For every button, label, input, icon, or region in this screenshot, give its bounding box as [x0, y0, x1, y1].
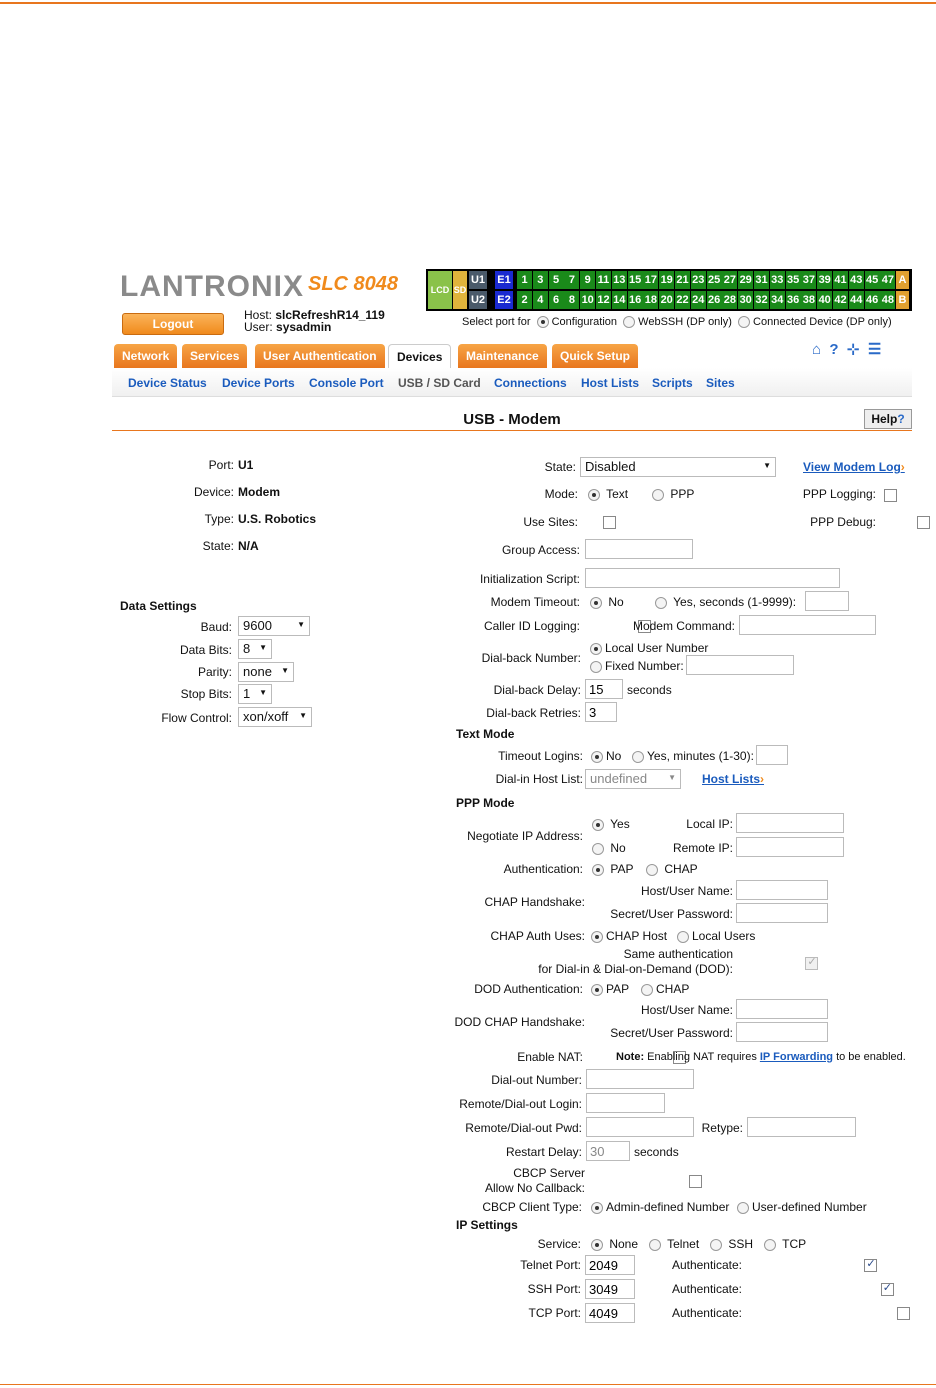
flow-control-select[interactable]: xon/xoff ▼ — [238, 707, 312, 727]
type-label: Type: — [204, 512, 234, 526]
auth-chap-radio[interactable] — [646, 864, 658, 876]
modem-timeout-label: Modem Timeout: — [490, 595, 580, 609]
port-7[interactable]: 7 — [564, 271, 579, 289]
baud-label: Baud: — [200, 620, 232, 634]
port-15[interactable]: 15 — [628, 271, 643, 289]
dod-authentication-label: DOD Authentication: — [474, 982, 583, 996]
tcp-port-input[interactable] — [585, 1303, 635, 1323]
port-11[interactable]: 11 — [596, 271, 611, 289]
port-38[interactable]: 38 — [801, 291, 816, 309]
nat-note: Note: Enabling NAT requires IP Forwarding to be enabled. — [616, 1051, 906, 1063]
port-29[interactable]: 29 — [738, 271, 753, 289]
chap-host-user-input[interactable] — [736, 880, 828, 900]
port-39[interactable]: 39 — [817, 271, 832, 289]
subnav-device-ports[interactable]: Device Ports — [222, 376, 295, 390]
port-grid — [426, 269, 912, 311]
retype-label: Retype: — [701, 1121, 743, 1135]
service-ssh-radio[interactable] — [710, 1239, 722, 1251]
service-none-radio[interactable] — [591, 1239, 603, 1251]
connected-device-radio[interactable] — [738, 316, 750, 328]
tcp-authenticate-label: Authenticate: — [671, 1306, 742, 1320]
bottom-rule — [0, 1384, 936, 1385]
host-info: Host: slcRefreshR14_119 User: sysadmin — [244, 308, 385, 334]
port-23[interactable]: 23 — [691, 271, 706, 289]
same-auth-label-1: Same authentication — [623, 947, 733, 961]
parity-label: Parity: — [197, 665, 232, 679]
dialback-retries-label: Dial-back Retries: — [486, 706, 581, 720]
data-bits-label: Data Bits: — [179, 643, 232, 657]
ppp-mode-title: PPP Mode — [456, 796, 515, 810]
configuration-radio[interactable] — [537, 316, 549, 328]
port-33[interactable]: 33 — [770, 271, 785, 289]
view-modem-log-link[interactable]: View Modem Log› — [803, 460, 905, 474]
port-17[interactable]: 17 — [643, 271, 658, 289]
subnav-sites[interactable]: Sites — [706, 376, 735, 390]
subnav-usb-sd-card[interactable]: USB / SD Card — [398, 376, 481, 390]
cbcp-server-checkbox[interactable] — [689, 1175, 702, 1188]
local-ip-label: Local IP: — [686, 817, 733, 831]
same-auth-label-2: for Dial-in & Dial-on-Demand (DOD): — [538, 962, 733, 976]
telnet-authenticate-label: Authenticate: — [671, 1258, 742, 1272]
timeout-logins-no-radio[interactable] — [591, 751, 603, 763]
ssh-port-input[interactable] — [585, 1279, 635, 1299]
admin-defined-radio[interactable] — [591, 1202, 603, 1214]
negotiate-yes-option: Yes — [592, 817, 630, 831]
tcp-port-label: TCP Port: — [528, 1306, 581, 1320]
mode-ppp-radio[interactable] — [652, 489, 664, 501]
service-tcp-radio[interactable] — [764, 1239, 776, 1251]
timeout-seconds-input[interactable] — [805, 591, 849, 611]
dialout-number-input[interactable] — [586, 1069, 694, 1089]
port-20[interactable]: 20 — [659, 291, 674, 309]
auth-chap-option: CHAP — [646, 862, 698, 876]
ssh-port-label: SSH Port: — [527, 1282, 581, 1296]
top-rule — [0, 2, 936, 4]
ip-settings-title: IP Settings — [456, 1218, 518, 1232]
dialin-host-list-select[interactable]: undefined ▼ — [585, 769, 681, 789]
port-45[interactable]: 45 — [865, 271, 880, 289]
device-label: Device: — [193, 485, 234, 499]
menu-icon[interactable]: ☰ — [867, 341, 882, 358]
port-34[interactable]: 34 — [770, 291, 785, 309]
device-state-value: N/A — [238, 539, 259, 553]
service-tcp-option: TCP — [764, 1237, 806, 1251]
restart-delay-seconds: seconds — [634, 1145, 679, 1159]
subnav-connections[interactable]: Connections — [494, 376, 567, 390]
host-user-name-label: Host/User Name: — [640, 884, 733, 898]
port-e1[interactable]: E1 — [495, 271, 513, 289]
subnav-device-status[interactable]: Device Status — [128, 376, 207, 390]
fixed-number-radio[interactable] — [590, 661, 602, 673]
top-icons — [812, 340, 881, 358]
timeout-logins-yes-option: Yes, minutes (1-30): — [632, 749, 754, 763]
mode-text-option: Text — [588, 487, 628, 501]
ppp-debug-checkbox[interactable] — [917, 516, 930, 529]
dod-host-user-input[interactable] — [736, 999, 828, 1019]
port-44[interactable]: 44 — [849, 291, 864, 309]
timeout-minutes-input[interactable] — [756, 745, 788, 765]
port-value: U1 — [238, 458, 254, 472]
brand-logo: LANTRONIX — [120, 270, 304, 303]
timeout-logins-yes-radio[interactable] — [632, 751, 644, 763]
port-37[interactable]: 37 — [801, 271, 816, 289]
restart-delay-input[interactable] — [586, 1141, 630, 1161]
negotiate-yes-radio[interactable] — [592, 819, 604, 831]
enable-nat-label: Enable NAT: — [517, 1050, 583, 1064]
chap-host-radio[interactable] — [591, 931, 603, 943]
dod-chap-radio[interactable] — [641, 984, 653, 996]
help-button[interactable]: Help? — [864, 409, 912, 429]
port-12[interactable]: 12 — [596, 291, 611, 309]
sitemap-icon[interactable]: ⊹ — [846, 341, 860, 358]
dialin-host-list-label: Dial-in Host List: — [495, 772, 583, 786]
timeout-no-option: No — [590, 595, 624, 609]
authentication-label: Authentication: — [503, 862, 583, 876]
port-46[interactable]: 46 — [865, 291, 880, 309]
type-value: U.S. Robotics — [238, 512, 317, 526]
ppp-logging-label: PPP Logging: — [802, 487, 876, 501]
dod-host-user-name-label: Host/User Name: — [640, 1003, 733, 1017]
local-user-number-option: Local User Number — [590, 641, 708, 655]
use-sites-label: Use Sites: — [523, 515, 578, 529]
port-1[interactable]: 1 — [517, 271, 532, 289]
port-a[interactable]: A — [896, 271, 909, 289]
data-bits-select[interactable]: 8 ▼ — [238, 639, 272, 659]
chap-secret-input[interactable] — [736, 903, 828, 923]
local-users-radio[interactable] — [677, 931, 689, 943]
port-e2[interactable]: E2 — [495, 291, 513, 309]
dialback-delay-label: Dial-back Delay: — [493, 683, 581, 697]
port-6[interactable]: 6 — [549, 291, 564, 309]
ppp-debug-label: PPP Debug: — [810, 515, 876, 529]
use-sites-checkbox[interactable] — [603, 516, 616, 529]
port-27[interactable]: 27 — [722, 271, 737, 289]
dod-secret-user-password-label: Secret/User Password: — [610, 1026, 733, 1040]
remote-login-input[interactable] — [586, 1093, 665, 1113]
port-30[interactable]: 30 — [738, 291, 753, 309]
fixed-number-input[interactable] — [686, 655, 794, 675]
init-script-label: Initialization Script: — [479, 572, 580, 586]
dialback-retries-input[interactable] — [585, 702, 617, 722]
tab-devices[interactable]: Devices — [388, 344, 451, 369]
chap-auth-uses-label: CHAP Auth Uses: — [490, 929, 585, 943]
port-3[interactable]: 3 — [533, 271, 548, 289]
service-telnet-radio[interactable] — [649, 1239, 661, 1251]
port-4[interactable]: 4 — [533, 291, 548, 309]
local-users-option: Local Users — [677, 929, 755, 943]
port-32[interactable]: 32 — [754, 291, 769, 309]
subnav-host-lists[interactable]: Host Lists — [581, 376, 640, 390]
tab-user-authentication[interactable]: User Authentication — [255, 344, 385, 368]
group-access-label: Group Access: — [501, 543, 580, 557]
port-u1[interactable]: U1 — [469, 271, 487, 289]
tab-maintenance[interactable]: Maintenance — [458, 344, 547, 368]
negotiate-ip-label: Negotiate IP Address: — [467, 829, 583, 843]
port-25[interactable]: 25 — [707, 271, 722, 289]
port-21[interactable]: 21 — [675, 271, 690, 289]
fixed-number-option: Fixed Number: — [590, 659, 684, 673]
chap-handshake-label: CHAP Handshake: — [484, 895, 585, 909]
mode-ppp-option: PPP — [652, 487, 694, 501]
port-24[interactable]: 24 — [691, 291, 706, 309]
port-26[interactable]: 26 — [707, 291, 722, 309]
user-defined-option: User-defined Number — [737, 1200, 867, 1214]
service-telnet-option: Telnet — [649, 1237, 699, 1251]
port-47[interactable]: 47 — [880, 271, 895, 289]
port-2[interactable]: 2 — [517, 291, 532, 309]
remote-pwd-label: Remote/Dial-out Pwd: — [465, 1121, 582, 1135]
help-icon[interactable]: ? — [829, 341, 839, 358]
parity-select[interactable]: none ▼ — [238, 662, 294, 682]
dod-pap-option: PAP — [591, 982, 629, 996]
flow-control-label: Flow Control: — [161, 711, 232, 725]
state-label: State: — [544, 460, 576, 474]
dod-chap-option: CHAP — [641, 982, 689, 996]
port-18[interactable]: 18 — [643, 291, 658, 309]
timeout-no-radio[interactable] — [590, 597, 602, 609]
subnav-scripts[interactable]: Scripts — [652, 376, 693, 390]
port-10[interactable]: 10 — [580, 291, 595, 309]
tcp-authenticate-checkbox[interactable] — [897, 1307, 910, 1320]
host-lists-link[interactable]: Host Lists› — [702, 772, 765, 786]
port-43[interactable]: 43 — [849, 271, 864, 289]
tab-network[interactable]: Network — [114, 344, 177, 368]
dialback-seconds-label: seconds — [627, 683, 672, 697]
modem-command-input[interactable] — [739, 615, 876, 635]
remote-pwd-input[interactable] — [586, 1117, 694, 1137]
remote-ip-label: Remote IP: — [672, 841, 733, 855]
port-label: Port: — [208, 458, 234, 472]
user-defined-radio[interactable] — [737, 1202, 749, 1214]
auth-pap-radio[interactable] — [592, 864, 604, 876]
port-13[interactable]: 13 — [612, 271, 627, 289]
port-41[interactable]: 41 — [833, 271, 848, 289]
port-b[interactable]: B — [896, 291, 909, 309]
telnet-port-input[interactable] — [585, 1255, 635, 1275]
port-36[interactable]: 36 — [786, 291, 801, 309]
tab-quick-setup[interactable]: Quick Setup — [552, 344, 638, 368]
port-31[interactable]: 31 — [754, 271, 769, 289]
dialout-number-label: Dial-out Number: — [491, 1073, 582, 1087]
timeout-logins-no-option: No — [591, 749, 621, 763]
tab-services[interactable]: Services — [182, 344, 247, 368]
mode-label: Mode: — [544, 487, 578, 501]
secret-user-password-label: Secret/User Password: — [610, 907, 733, 921]
cbcp-client-type-label: CBCP Client Type: — [482, 1200, 582, 1214]
dod-chap-handshake-label: DOD CHAP Handshake: — [454, 1015, 585, 1029]
negotiate-no-radio[interactable] — [592, 843, 604, 855]
ip-forwarding-link[interactable]: IP Forwarding — [759, 1051, 834, 1063]
port-22[interactable]: 22 — [675, 291, 690, 309]
port-8[interactable]: 8 — [564, 291, 579, 309]
port-28[interactable]: 28 — [722, 291, 737, 309]
data-settings-title: Data Settings — [120, 599, 197, 613]
port-35[interactable]: 35 — [786, 271, 801, 289]
ppp-logging-checkbox[interactable] — [884, 489, 897, 502]
logout-button[interactable]: Logout — [122, 313, 224, 335]
cbcp-server-label-2: Allow No Callback: — [484, 1181, 585, 1195]
port-9[interactable]: 9 — [580, 271, 595, 289]
chap-host-option: CHAP Host — [591, 929, 667, 943]
stop-bits-label: Stop Bits: — [180, 687, 232, 701]
port-sd[interactable]: SD — [453, 271, 467, 309]
webssh-radio[interactable] — [623, 316, 635, 328]
port-select: Select port for Configuration WebSSH (DP only) Connected Device (DP only) — [462, 316, 892, 328]
restart-delay-label: Restart Delay: — [505, 1145, 582, 1159]
port-u2[interactable]: U2 — [469, 291, 487, 309]
ssh-authenticate-checkbox[interactable] — [881, 1283, 894, 1296]
timeout-logins-label: Timeout Logins: — [498, 749, 583, 763]
caller-id-label: Caller ID Logging: — [483, 619, 580, 633]
state-select[interactable]: Disabled ▼ — [580, 457, 776, 477]
telnet-authenticate-checkbox[interactable] — [864, 1259, 877, 1272]
service-ssh-option: SSH — [710, 1237, 753, 1251]
init-script-input[interactable] — [585, 568, 840, 588]
negotiate-no-option: No — [592, 841, 626, 855]
port-5[interactable]: 5 — [549, 271, 564, 289]
title-rule — [112, 430, 912, 431]
device-state-label: State: — [202, 539, 234, 553]
page-title: USB - Modem — [463, 411, 561, 428]
timeout-yes-radio[interactable] — [655, 597, 667, 609]
port-16[interactable]: 16 — [628, 291, 643, 309]
home-icon[interactable]: ⌂ — [812, 341, 822, 358]
dod-secret-input[interactable] — [736, 1022, 828, 1042]
remote-login-label: Remote/Dial-out Login: — [459, 1097, 582, 1111]
group-access-input[interactable] — [585, 539, 693, 559]
text-mode-title: Text Mode — [456, 727, 515, 741]
model-name: SLC 8048 — [308, 273, 399, 295]
stop-bits-select[interactable]: 1 ▼ — [238, 684, 272, 704]
remote-ip-input[interactable] — [736, 837, 844, 857]
port-42[interactable]: 42 — [833, 291, 848, 309]
local-user-number-radio[interactable] — [590, 643, 602, 655]
port-14[interactable]: 14 — [612, 291, 627, 309]
cbcp-server-label-1: CBCP Server — [513, 1166, 585, 1180]
retype-input[interactable] — [747, 1117, 856, 1137]
port-lcd[interactable]: LCD — [428, 271, 452, 309]
dialback-number-label: Dial-back Number: — [481, 651, 581, 665]
service-none-option: None — [591, 1237, 638, 1251]
baud-select[interactable]: 9600 ▼ — [238, 616, 310, 636]
same-auth-checkbox[interactable] — [805, 957, 818, 970]
local-ip-input[interactable] — [736, 813, 844, 833]
device-value: Modem — [238, 485, 280, 499]
dialback-delay-input[interactable] — [585, 679, 623, 699]
dod-pap-radio[interactable] — [591, 984, 603, 996]
port-40[interactable]: 40 — [817, 291, 832, 309]
port-48[interactable]: 48 — [880, 291, 895, 309]
modem-command-label: Modem Command: — [632, 619, 735, 633]
auth-pap-option: PAP — [592, 862, 633, 876]
mode-text-radio[interactable] — [588, 489, 600, 501]
subnav-console-port[interactable]: Console Port — [309, 376, 384, 390]
ssh-authenticate-label: Authenticate: — [671, 1282, 742, 1296]
port-19[interactable]: 19 — [659, 271, 674, 289]
timeout-yes-option: Yes, seconds (1-9999): — [655, 595, 796, 609]
admin-defined-option: Admin-defined Number — [591, 1200, 729, 1214]
telnet-port-label: Telnet Port: — [520, 1258, 581, 1272]
service-label: Service: — [537, 1237, 581, 1251]
